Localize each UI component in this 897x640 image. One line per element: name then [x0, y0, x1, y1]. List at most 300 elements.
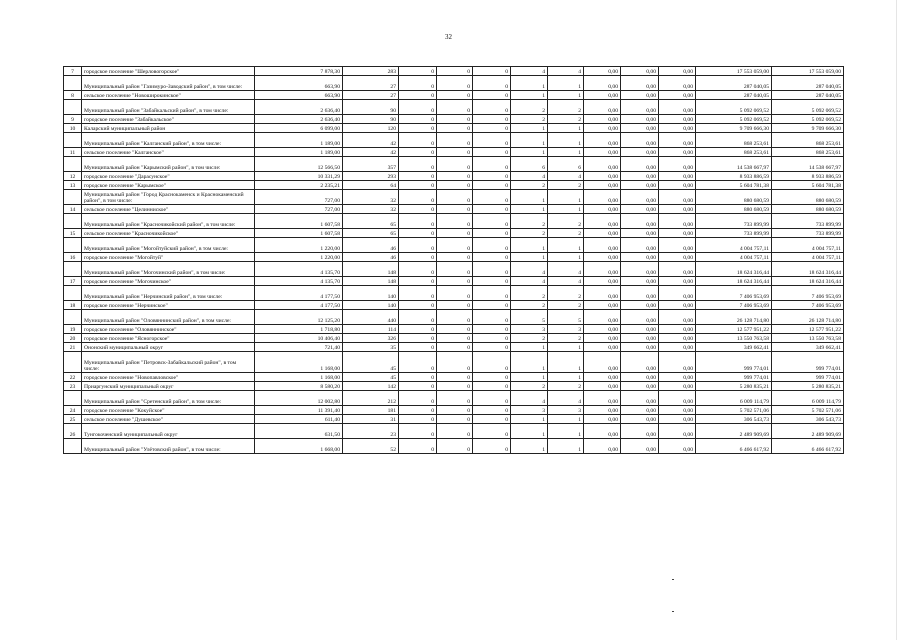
- value-cell: 0: [437, 148, 473, 157]
- row-number-cell: [64, 310, 82, 325]
- row-number-cell: [64, 133, 82, 148]
- residents-cell: 148: [343, 262, 399, 277]
- table-row: [64, 415, 844, 424]
- row-number-cell: 24: [64, 406, 82, 415]
- value-cell: 2: [511, 214, 548, 229]
- value-cell: 0,00: [659, 325, 696, 334]
- value-cell: 1: [511, 91, 548, 100]
- value-cell: 0,00: [659, 391, 696, 406]
- value-cell: 0,00: [621, 391, 659, 406]
- value-cell: 0: [437, 115, 473, 124]
- value-cell: 0: [473, 124, 511, 133]
- value-cell: 0: [437, 214, 473, 229]
- table-row: [64, 391, 844, 406]
- funding-cell: 287 040,05: [772, 76, 844, 91]
- row-number-cell: [64, 439, 82, 454]
- table-row: [64, 277, 844, 286]
- value-cell: 0: [473, 310, 511, 325]
- residents-cell: 212: [343, 391, 399, 406]
- value-cell: 0: [437, 262, 473, 277]
- value-cell: 0: [473, 373, 511, 382]
- value-cell: 1: [548, 424, 584, 439]
- funding-total-cell: 12 577 951,22: [696, 325, 772, 334]
- area-cell: 1 718,80: [255, 325, 343, 334]
- value-cell: 2: [548, 214, 584, 229]
- value-cell: 1: [548, 373, 584, 382]
- table-row: [64, 133, 844, 148]
- value-cell: 0,00: [584, 301, 621, 310]
- value-cell: 0: [399, 277, 437, 286]
- municipality-name-cell: сельское поселение "Душевское": [82, 415, 255, 424]
- table-row: [64, 262, 844, 277]
- value-cell: 0,00: [584, 238, 621, 253]
- area-cell: 10 406,40: [255, 334, 343, 343]
- value-cell: 0,00: [659, 172, 696, 181]
- residents-cell: 46: [343, 238, 399, 253]
- value-cell: 0: [399, 172, 437, 181]
- value-cell: 0: [437, 124, 473, 133]
- value-cell: 1: [548, 352, 584, 373]
- scan-speck: [672, 579, 674, 580]
- municipality-name-cell: городское поселение "Шерловогорское": [82, 67, 255, 76]
- value-cell: 3: [548, 325, 584, 334]
- residents-cell: 27: [343, 91, 399, 100]
- value-cell: 0: [437, 205, 473, 214]
- value-cell: 0,00: [621, 301, 659, 310]
- municipality-name-cell: Приаргунский муниципальный округ: [82, 382, 255, 391]
- value-cell: 0,00: [659, 424, 696, 439]
- funding-cell: 14 538 667,97: [772, 157, 844, 172]
- value-cell: 0: [399, 181, 437, 190]
- value-cell: 5: [548, 310, 584, 325]
- value-cell: 4: [511, 262, 548, 277]
- municipality-name-cell: городское поселение "Карымское": [82, 181, 255, 190]
- value-cell: 0,00: [584, 382, 621, 391]
- value-cell: 0,00: [659, 91, 696, 100]
- row-number-cell: [64, 100, 82, 115]
- municipality-name-cell: городское поселение "Могочинское": [82, 277, 255, 286]
- value-cell: 0,00: [584, 343, 621, 352]
- area-cell: 12 125,20: [255, 310, 343, 325]
- row-number-cell: 7: [64, 67, 82, 76]
- funding-cell: 733 899,99: [772, 229, 844, 238]
- municipality-name-cell: сельское поселение "Красночикойское": [82, 229, 255, 238]
- area-cell: 4 177,50: [255, 301, 343, 310]
- municipality-name-cell: Муниципальный район "Сретенский район", в том числе:: [82, 391, 255, 406]
- value-cell: 0,00: [621, 190, 659, 205]
- value-cell: 0,00: [659, 157, 696, 172]
- value-cell: 0: [437, 253, 473, 262]
- residents-cell: 35: [343, 343, 399, 352]
- table-row: [64, 310, 844, 325]
- value-cell: 0: [437, 238, 473, 253]
- value-cell: 5: [511, 310, 548, 325]
- municipality-name-cell: городское поселение "Оловяннинское": [82, 325, 255, 334]
- area-cell: 663,90: [255, 76, 343, 91]
- value-cell: 1: [511, 343, 548, 352]
- value-cell: 0,00: [621, 286, 659, 301]
- residents-cell: 293: [343, 172, 399, 181]
- municipality-name-cell: городское поселение "Ясногорское": [82, 334, 255, 343]
- value-cell: 0,00: [584, 148, 621, 157]
- value-cell: 1: [548, 343, 584, 352]
- value-cell: 0,00: [621, 124, 659, 133]
- funding-total-cell: 999 774,01: [696, 352, 772, 373]
- residents-cell: 283: [343, 67, 399, 76]
- table-row: [64, 352, 844, 373]
- value-cell: 2: [548, 382, 584, 391]
- value-cell: 0: [473, 205, 511, 214]
- value-cell: 0: [437, 391, 473, 406]
- value-cell: 0,00: [659, 190, 696, 205]
- municipality-name-cell: Муниципальный район "Оловяннинский район", в том числе:: [82, 310, 255, 325]
- value-cell: 0: [473, 148, 511, 157]
- value-cell: 0,00: [621, 238, 659, 253]
- municipality-name-cell: сельское поселение "Калганское": [82, 148, 255, 157]
- row-number-cell: [64, 391, 82, 406]
- table-row: [64, 334, 844, 343]
- value-cell: 0,00: [621, 382, 659, 391]
- value-cell: 0: [473, 382, 511, 391]
- value-cell: 1: [511, 76, 548, 91]
- value-cell: 2: [511, 286, 548, 301]
- funding-total-cell: 287 040,05: [696, 91, 772, 100]
- area-cell: 1 220,00: [255, 253, 343, 262]
- value-cell: 0,00: [621, 91, 659, 100]
- value-cell: 0,00: [621, 133, 659, 148]
- funding-cell: 8 933 886,59: [772, 172, 844, 181]
- value-cell: 0: [473, 229, 511, 238]
- funding-cell: 349 662,41: [772, 343, 844, 352]
- value-cell: 0,00: [621, 424, 659, 439]
- funding-cell: 5 092 069,52: [772, 100, 844, 115]
- value-cell: 0,00: [659, 133, 696, 148]
- value-cell: 0,00: [584, 76, 621, 91]
- funding-total-cell: 349 662,41: [696, 343, 772, 352]
- area-cell: 2 636,40: [255, 115, 343, 124]
- value-cell: 0,00: [584, 100, 621, 115]
- table-row: [64, 181, 844, 190]
- table-row: [64, 406, 844, 415]
- value-cell: 0: [399, 214, 437, 229]
- value-cell: 0,00: [659, 262, 696, 277]
- value-cell: 0,00: [621, 277, 659, 286]
- value-cell: 0: [399, 325, 437, 334]
- value-cell: 0: [399, 334, 437, 343]
- funding-cell: 4 004 757,11: [772, 253, 844, 262]
- value-cell: 2: [511, 301, 548, 310]
- residents-cell: 148: [343, 277, 399, 286]
- row-number-cell: 9: [64, 115, 82, 124]
- municipality-name-cell: городское поселение "Дарасунское": [82, 172, 255, 181]
- residents-cell: 90: [343, 115, 399, 124]
- value-cell: 0,00: [621, 100, 659, 115]
- table-body: [64, 67, 844, 454]
- value-cell: 1: [511, 124, 548, 133]
- value-cell: 0: [473, 172, 511, 181]
- residents-cell: 181: [343, 406, 399, 415]
- value-cell: 1: [548, 91, 584, 100]
- table-row: [64, 148, 844, 157]
- value-cell: 2: [511, 382, 548, 391]
- row-number-cell: 19: [64, 325, 82, 334]
- value-cell: 0,00: [621, 214, 659, 229]
- area-cell: 1 189,00: [255, 133, 343, 148]
- value-cell: 4: [548, 262, 584, 277]
- municipality-name-cell: Муниципальный район "Улётовский район", в том числе:: [82, 439, 255, 454]
- table-row: [64, 190, 844, 205]
- municipality-name-cell: сельское поселение "Новоширокинское": [82, 91, 255, 100]
- value-cell: 0: [437, 382, 473, 391]
- funding-total-cell: 868 253,61: [696, 133, 772, 148]
- value-cell: 0: [473, 133, 511, 148]
- scan-speck: [672, 611, 674, 612]
- area-cell: 1 168,00: [255, 373, 343, 382]
- value-cell: 0: [399, 439, 437, 454]
- table-row: [64, 76, 844, 91]
- value-cell: 0,00: [659, 124, 696, 133]
- table-row: [64, 325, 844, 334]
- row-number-cell: 14: [64, 205, 82, 214]
- row-number-cell: 21: [64, 343, 82, 352]
- value-cell: 0,00: [659, 373, 696, 382]
- table-row: [64, 373, 844, 382]
- value-cell: 0: [473, 343, 511, 352]
- value-cell: 1: [511, 415, 548, 424]
- municipality-name-cell: Муниципальный район "Красночикойский район", в том числе:: [82, 214, 255, 229]
- value-cell: 4: [511, 391, 548, 406]
- value-cell: 0,00: [584, 262, 621, 277]
- area-cell: 2 636,40: [255, 100, 343, 115]
- row-number-cell: 15: [64, 229, 82, 238]
- funding-total-cell: 18 624 316,44: [696, 262, 772, 277]
- value-cell: 0,00: [659, 148, 696, 157]
- residents-cell: 42: [343, 133, 399, 148]
- funding-total-cell: 7 406 953,69: [696, 301, 772, 310]
- table-row: [64, 229, 844, 238]
- municipality-name-cell: Тунгокоченский муниципальный округ: [82, 424, 255, 439]
- value-cell: 0,00: [621, 373, 659, 382]
- value-cell: 0: [437, 406, 473, 415]
- value-cell: 2: [511, 229, 548, 238]
- value-cell: 0,00: [621, 262, 659, 277]
- table-row: [64, 172, 844, 181]
- funding-total-cell: 14 538 667,97: [696, 157, 772, 172]
- municipality-name-cell: Муниципальный район "Петровск-Забайкальский район", в том числе:: [82, 352, 255, 373]
- row-number-cell: 25: [64, 415, 82, 424]
- value-cell: 0,00: [659, 76, 696, 91]
- value-cell: 0,00: [659, 382, 696, 391]
- table-row: [64, 214, 844, 229]
- value-cell: 0,00: [621, 172, 659, 181]
- value-cell: 0: [399, 391, 437, 406]
- row-number-cell: [64, 157, 82, 172]
- funding-total-cell: 5 604 781,38: [696, 181, 772, 190]
- value-cell: 1: [511, 253, 548, 262]
- value-cell: 0: [437, 67, 473, 76]
- funding-total-cell: 7 406 953,69: [696, 286, 772, 301]
- municipality-name-cell: городское поселение "Кокуйское": [82, 406, 255, 415]
- area-cell: 727,00: [255, 205, 343, 214]
- value-cell: 0: [473, 253, 511, 262]
- funding-total-cell: 4 004 757,11: [696, 238, 772, 253]
- value-cell: 0,00: [621, 148, 659, 157]
- funding-cell: 7 406 953,69: [772, 301, 844, 310]
- row-number-cell: [64, 352, 82, 373]
- value-cell: 3: [511, 325, 548, 334]
- table-row: [64, 124, 844, 133]
- funding-total-cell: 17 553 059,00: [696, 67, 772, 76]
- area-cell: 1 220,00: [255, 238, 343, 253]
- value-cell: 1: [511, 439, 548, 454]
- funding-cell: 17 553 059,00: [772, 67, 844, 76]
- value-cell: 0: [473, 262, 511, 277]
- value-cell: 1: [511, 205, 548, 214]
- funding-cell: 306 543,73: [772, 415, 844, 424]
- area-cell: 611,40: [255, 415, 343, 424]
- value-cell: 0: [473, 325, 511, 334]
- value-cell: 4: [511, 67, 548, 76]
- residents-cell: 140: [343, 286, 399, 301]
- value-cell: 0,00: [584, 124, 621, 133]
- residents-cell: 90: [343, 100, 399, 115]
- funding-total-cell: 880 680,59: [696, 190, 772, 205]
- value-cell: 0,00: [584, 415, 621, 424]
- value-cell: 0,00: [659, 406, 696, 415]
- value-cell: 0: [399, 157, 437, 172]
- value-cell: 0,00: [584, 439, 621, 454]
- table-row: [64, 100, 844, 115]
- value-cell: 0,00: [659, 214, 696, 229]
- residents-cell: 45: [343, 352, 399, 373]
- funding-cell: 18 624 316,44: [772, 262, 844, 277]
- residents-cell: 52: [343, 439, 399, 454]
- value-cell: 2: [511, 115, 548, 124]
- residents-cell: 32: [343, 190, 399, 205]
- table-row: [64, 205, 844, 214]
- value-cell: 0: [437, 229, 473, 238]
- value-cell: 1: [511, 352, 548, 373]
- table-row: [64, 238, 844, 253]
- value-cell: 0,00: [659, 352, 696, 373]
- value-cell: 0: [437, 439, 473, 454]
- value-cell: 0: [399, 343, 437, 352]
- value-cell: 0: [437, 325, 473, 334]
- residents-cell: 120: [343, 124, 399, 133]
- value-cell: 0: [437, 310, 473, 325]
- value-cell: 0: [437, 133, 473, 148]
- value-cell: 0: [473, 181, 511, 190]
- value-cell: 2: [548, 334, 584, 343]
- value-cell: 0,00: [584, 310, 621, 325]
- value-cell: 0: [437, 424, 473, 439]
- value-cell: 0: [437, 301, 473, 310]
- area-cell: 4 135,70: [255, 277, 343, 286]
- value-cell: 0,00: [659, 334, 696, 343]
- funding-cell: 6 466 617,92: [772, 439, 844, 454]
- funding-total-cell: 733 899,99: [696, 229, 772, 238]
- value-cell: 0: [473, 286, 511, 301]
- value-cell: 0: [399, 190, 437, 205]
- residents-cell: 23: [343, 424, 399, 439]
- area-cell: 1 168,00: [255, 352, 343, 373]
- value-cell: 0: [437, 100, 473, 115]
- value-cell: 0: [399, 124, 437, 133]
- value-cell: 0: [437, 352, 473, 373]
- value-cell: 0: [399, 415, 437, 424]
- value-cell: 0,00: [659, 253, 696, 262]
- value-cell: 0: [473, 91, 511, 100]
- resettlement-program-table: [63, 66, 844, 454]
- value-cell: 0: [399, 262, 437, 277]
- value-cell: 1: [511, 238, 548, 253]
- municipality-name-cell: Каларский муниципальный район: [82, 124, 255, 133]
- funding-total-cell: 26 128 714,80: [696, 310, 772, 325]
- funding-cell: 9 709 666,30: [772, 124, 844, 133]
- value-cell: 1: [548, 205, 584, 214]
- value-cell: 2: [548, 229, 584, 238]
- value-cell: 0: [437, 373, 473, 382]
- municipality-name-cell: городское поселение "Могойтуй": [82, 253, 255, 262]
- municipality-name-cell: городское поселение "Нерчинское": [82, 301, 255, 310]
- value-cell: 0: [437, 277, 473, 286]
- value-cell: 0,00: [621, 76, 659, 91]
- funding-cell: 7 406 953,69: [772, 286, 844, 301]
- residents-cell: 64: [343, 181, 399, 190]
- funding-cell: 5 092 069,52: [772, 115, 844, 124]
- municipality-name-cell: Муниципальный район "Карымский район", в том числе:: [82, 157, 255, 172]
- value-cell: 0: [399, 352, 437, 373]
- value-cell: 0: [473, 100, 511, 115]
- table-row: [64, 424, 844, 439]
- value-cell: 0: [399, 67, 437, 76]
- funding-total-cell: 9 709 666,30: [696, 124, 772, 133]
- value-cell: 0,00: [659, 181, 696, 190]
- funding-total-cell: 5 092 069,52: [696, 115, 772, 124]
- value-cell: 0,00: [659, 100, 696, 115]
- value-cell: 0: [399, 253, 437, 262]
- funding-total-cell: 2 489 909,69: [696, 424, 772, 439]
- value-cell: 0: [473, 277, 511, 286]
- value-cell: 4: [511, 277, 548, 286]
- row-number-cell: 13: [64, 181, 82, 190]
- funding-cell: 868 253,61: [772, 148, 844, 157]
- residents-cell: 326: [343, 334, 399, 343]
- residents-cell: 46: [343, 253, 399, 262]
- value-cell: 0,00: [621, 229, 659, 238]
- value-cell: 0,00: [584, 373, 621, 382]
- value-cell: 0,00: [584, 286, 621, 301]
- funding-total-cell: 5 092 069,52: [696, 100, 772, 115]
- funding-cell: 13 550 763,58: [772, 334, 844, 343]
- residents-cell: 27: [343, 76, 399, 91]
- value-cell: 6: [548, 157, 584, 172]
- value-cell: 3: [548, 406, 584, 415]
- row-number-cell: [64, 76, 82, 91]
- value-cell: 1: [548, 76, 584, 91]
- value-cell: 2: [511, 100, 548, 115]
- funding-total-cell: 13 550 763,58: [696, 334, 772, 343]
- value-cell: 4: [511, 172, 548, 181]
- row-number-cell: 22: [64, 373, 82, 382]
- municipality-name-cell: Муниципальный район "Газимуро-Заводский район", в том числе:: [82, 76, 255, 91]
- value-cell: 0: [437, 91, 473, 100]
- value-cell: 0,00: [659, 277, 696, 286]
- value-cell: 0,00: [621, 325, 659, 334]
- value-cell: 0,00: [584, 334, 621, 343]
- municipality-name-cell: Муниципальный район "Калганский район", в том числе:: [82, 133, 255, 148]
- value-cell: 0,00: [621, 406, 659, 415]
